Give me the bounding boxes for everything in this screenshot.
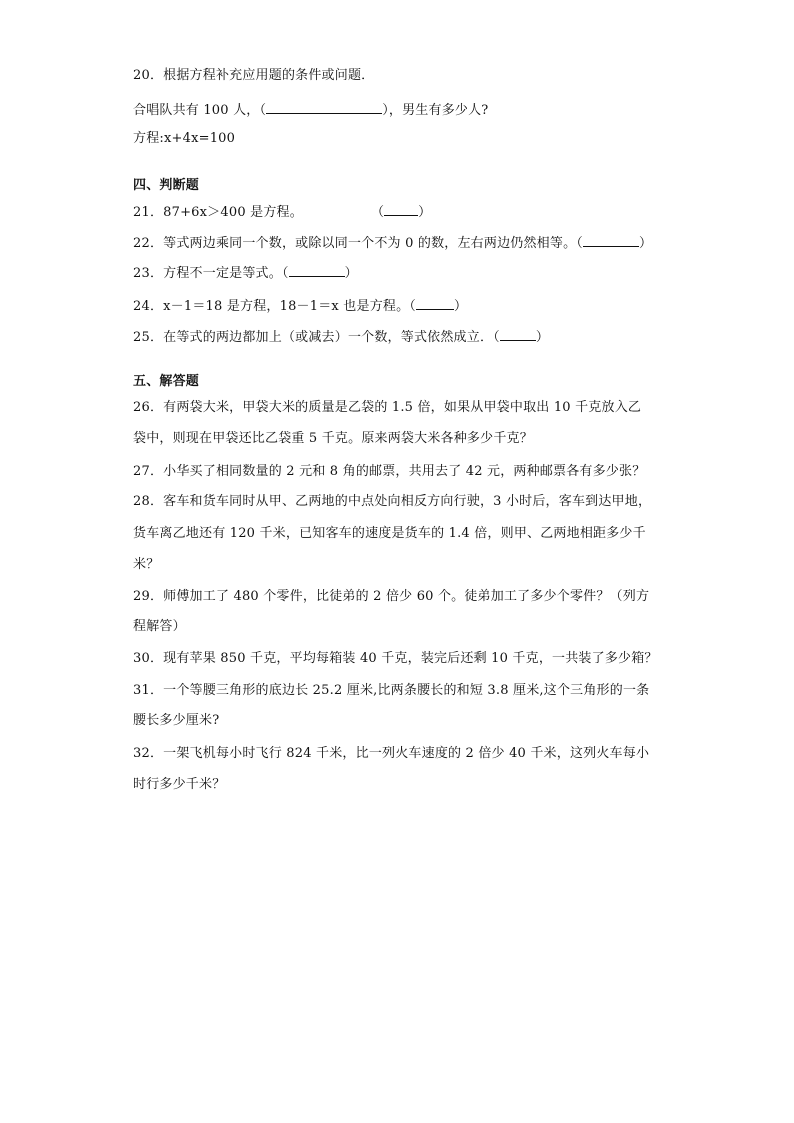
q22-answer-blank[interactable]	[583, 234, 639, 247]
q21-text: 21．87+6x＞400 是方程。	[133, 205, 303, 220]
q22-paren-close: ）	[638, 236, 653, 251]
q32-line2: 时行多少千米？	[133, 777, 226, 792]
q31-line1: 31．一个等腰三角形的底边长 25.2 厘米,比两条腰长的和短 3.8 厘米,这个三角形的一条	[133, 683, 650, 698]
q23-text: 23．方程不一定是等式。（	[133, 266, 289, 281]
q26-line2: 袋中，则现在甲袋还比乙袋重 5 千克。原来两袋大米各种多少千克？	[133, 431, 533, 446]
q20-answer-blank[interactable]	[266, 101, 382, 114]
q20-stem: 20．根据方程补充应用题的条件或问题．	[133, 68, 375, 83]
q22-line	[133, 234, 652, 252]
q28-line1: 28．客车和货车同时从甲、乙两地的中点处向相反方向行驶，3 小时后，客车到达甲地，	[133, 494, 652, 509]
q24-line	[133, 297, 467, 315]
q21-paren-close: ）	[418, 205, 432, 220]
q20-equation: 方程:x+4x=100	[133, 131, 236, 146]
q21-paren-open: （	[370, 205, 385, 220]
q25-paren-close: ）	[535, 330, 550, 345]
section5-title: 五、解答题	[133, 374, 200, 389]
q21-line	[133, 203, 431, 221]
q23-answer-blank[interactable]	[289, 264, 345, 277]
q25-answer-blank[interactable]	[500, 328, 536, 341]
q25-text: 25．在等式的两边都加上（或减去）一个数，等式依然成立．（	[133, 330, 500, 345]
q23-paren-close: ）	[344, 266, 358, 281]
q24-answer-blank[interactable]	[416, 297, 454, 310]
q26-line1: 26．有两袋大米，甲袋大米的质量是乙袋的 1.5 倍，如果从甲袋中取出 10 千克放入乙	[133, 400, 642, 415]
q28-line3: 米？	[133, 557, 160, 572]
q25-line	[133, 328, 549, 346]
q20-line2-pre: 合唱队共有 100 人，（	[133, 103, 267, 118]
section4-title: 四、判断题	[133, 178, 200, 193]
q24-text: 24．x－1＝18 是方程，18－1＝x 也是方程。（	[133, 299, 416, 314]
q27-line: 27．小华买了相同数量的 2 元和 8 角的邮票，共用去了 42 元，两种邮票各有多少张？	[133, 464, 646, 479]
q29-line2: 程解答）	[133, 619, 186, 634]
q21-answer-blank[interactable]	[384, 203, 418, 216]
q23-line	[133, 264, 358, 282]
q30-line: 30．现有苹果 850 千克，平均每箱装 40 千克，装完后还剩 10 千克，一共装了多少箱？	[133, 651, 658, 666]
q28-line2: 货车离乙地还有 120 千米，已知客车的速度是货车的 1.4 倍，则甲、乙两地相距多少千	[133, 526, 646, 541]
q20-condition-line	[133, 101, 488, 119]
q32-line1: 32．一架飞机每小时飞行 824 千米，比一列火车速度的 2 倍少 40 千米，这列火车每小	[133, 746, 650, 761]
q24-paren-close: ）	[454, 299, 468, 314]
q29-line1: 29．师傅加工了 480 个零件，比徒弟的 2 倍少 60 个。徒弟加工了多少个零件？（列方	[133, 589, 650, 604]
q20-line2-post: ），男生有多少人?	[382, 103, 489, 118]
q31-line2: 腰长多少厘米?	[133, 713, 220, 728]
q22-text: 22．等式两边乘同一个数，或除以同一个不为 0 的数，左右两边仍然相等。（	[133, 236, 583, 251]
